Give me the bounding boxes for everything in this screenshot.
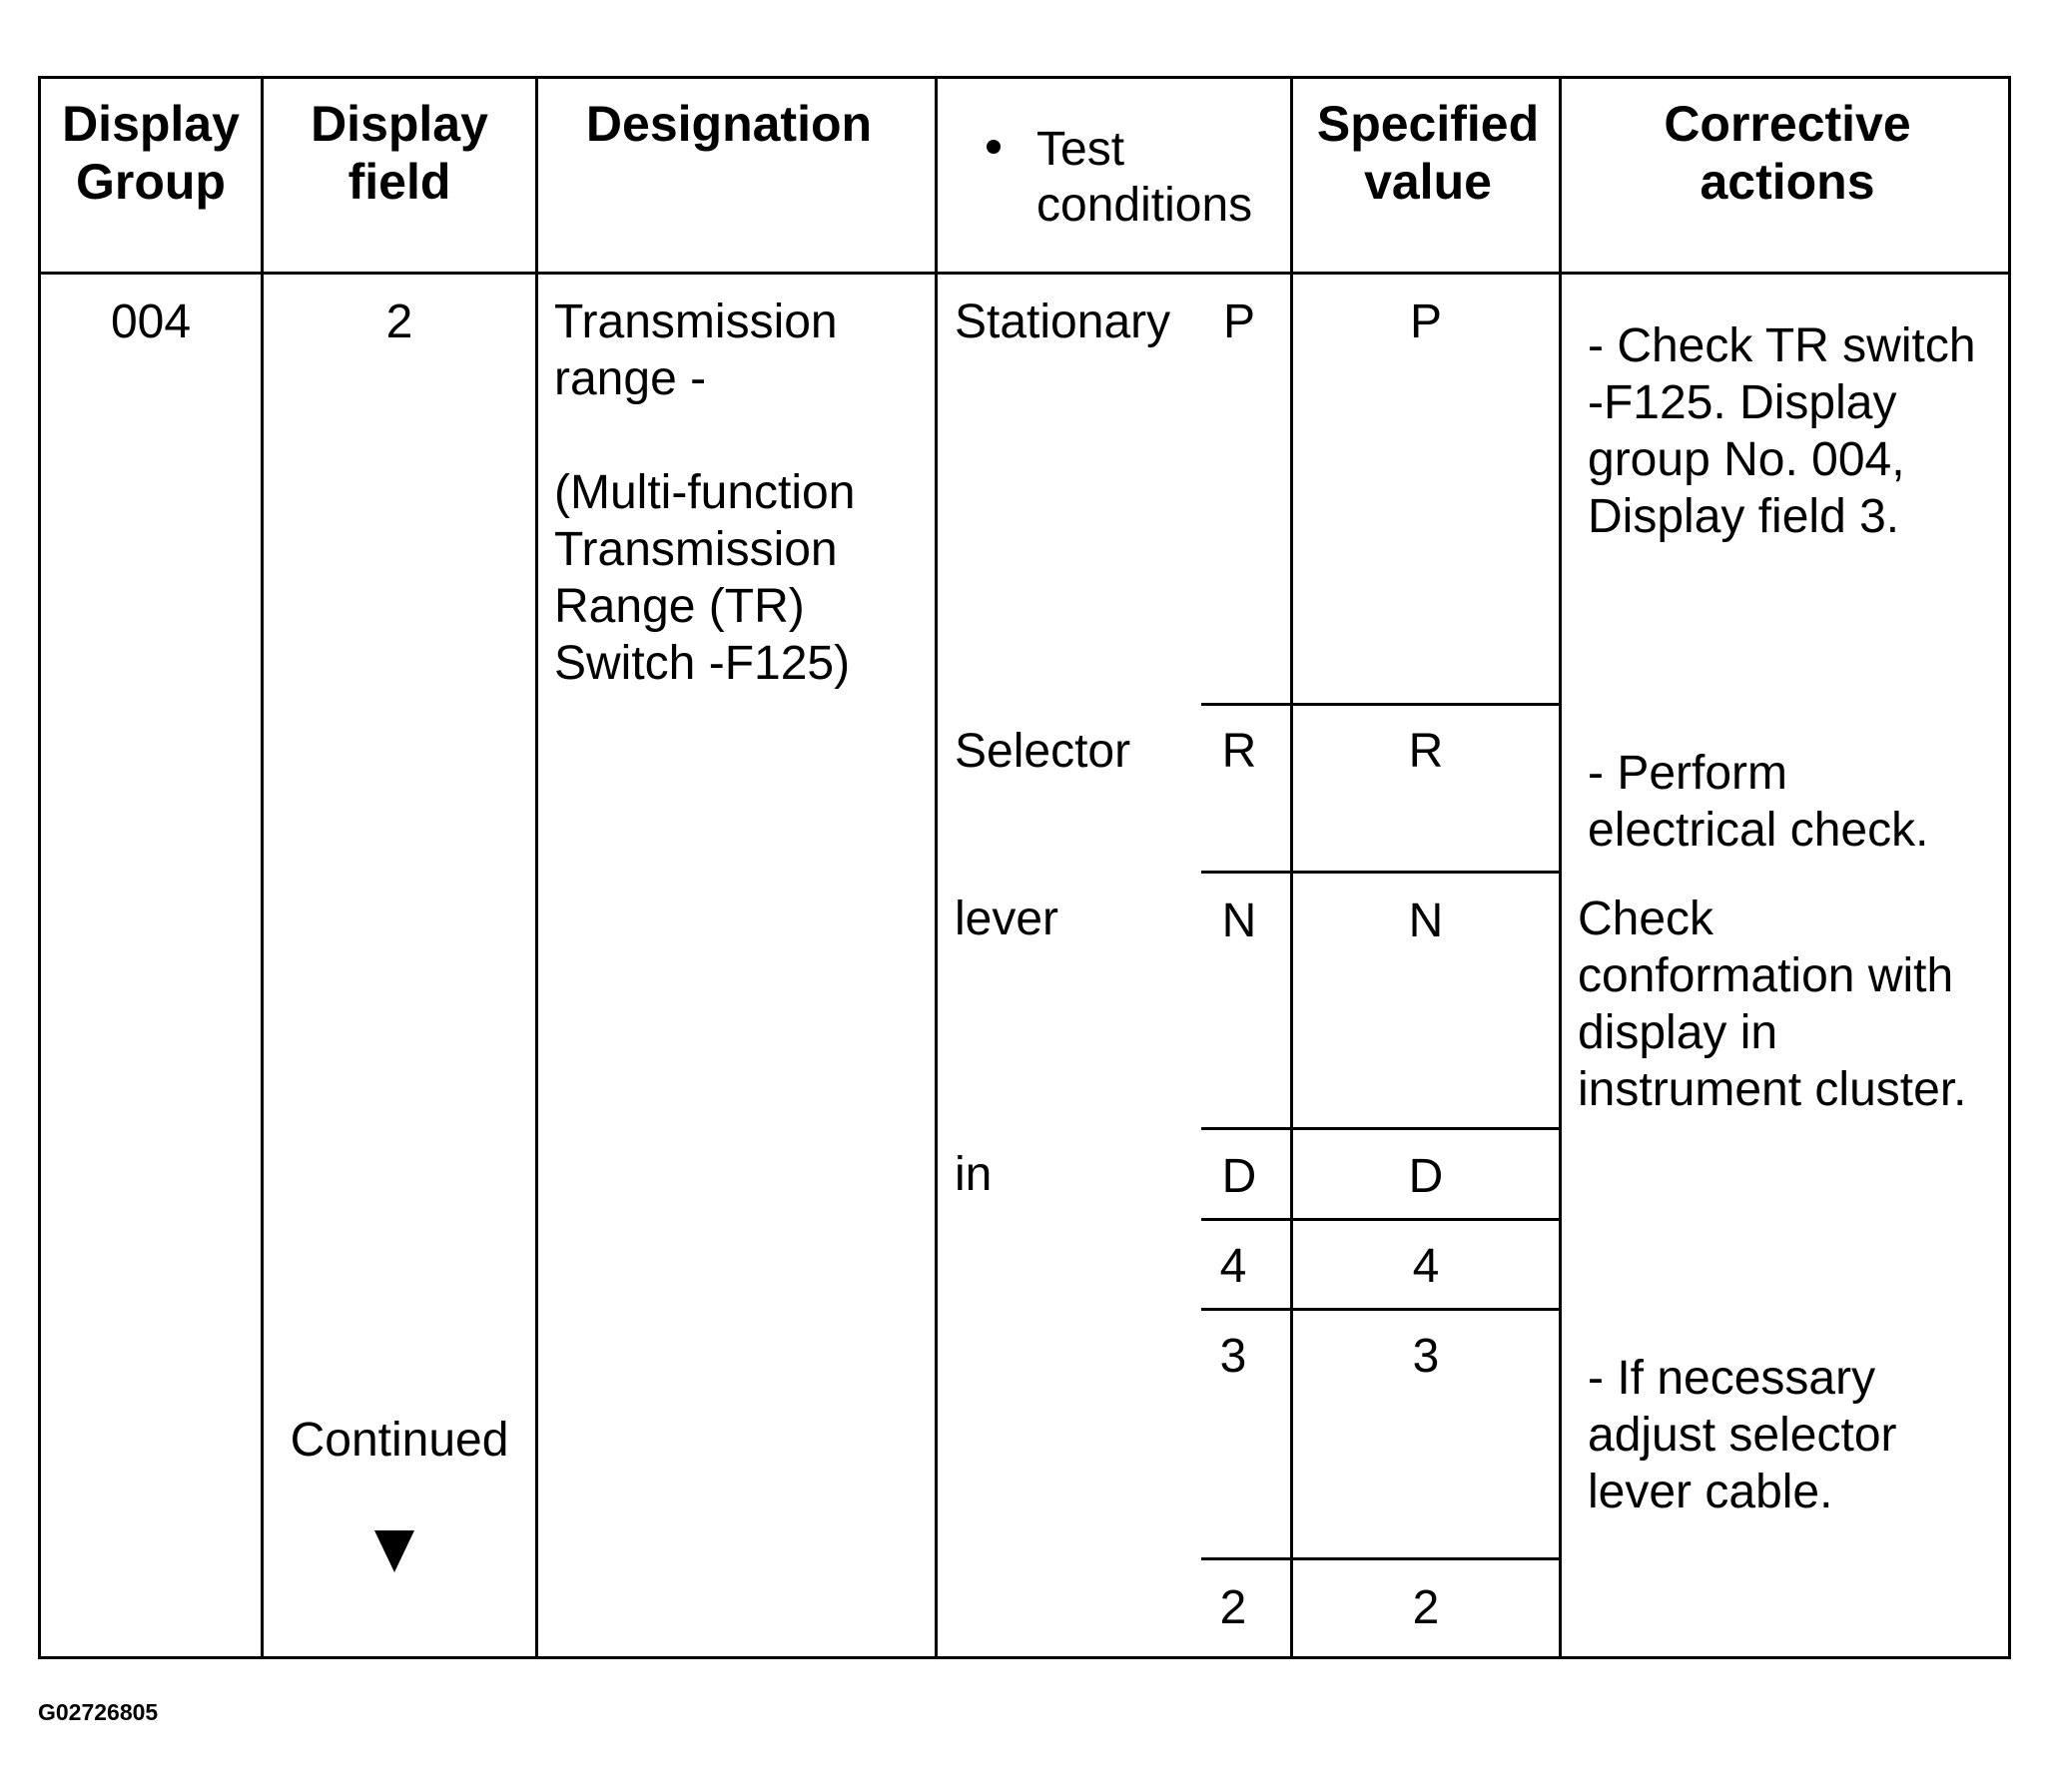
continued-label: Continued (290, 1414, 509, 1467)
header-line: Display (62, 96, 240, 152)
corrective-line: conformation with (1578, 949, 1954, 1002)
corrective-line: adjust selector (1588, 1409, 1897, 1462)
column-divider (935, 76, 938, 1659)
specified-value: R (1408, 725, 1444, 778)
specified-value: 2 (1412, 1581, 1440, 1634)
designation-line: (Multi-function (554, 466, 856, 519)
selector-position: D (1221, 1150, 1257, 1203)
corrective-line: Display field 3. (1588, 490, 1900, 543)
bullet-icon (987, 140, 1001, 154)
column-divider (535, 76, 538, 1659)
designation-line: range - (554, 352, 707, 405)
specified-value: 4 (1412, 1240, 1440, 1293)
position-row-divider (1201, 1557, 1559, 1560)
header-line: Specified (1316, 96, 1540, 152)
header-line: value (1364, 154, 1492, 210)
header-corrective-actions (1568, 95, 2007, 211)
header-line: Corrective (1664, 96, 1911, 152)
header-divider (38, 272, 2011, 275)
selector-position: 3 (1219, 1330, 1247, 1383)
header-line: conditions (1036, 179, 1253, 232)
corrective-line: - Check TR switch (1588, 319, 1976, 372)
condition-word: Selector (955, 725, 1131, 778)
corrective-line: - Perform (1588, 747, 1788, 800)
down-arrow-icon (374, 1530, 414, 1572)
header-line: Group (76, 154, 226, 210)
selector-position: N (1221, 895, 1257, 947)
corrective-action (1588, 745, 1928, 859)
display-field-value: 2 (385, 296, 413, 348)
corrective-line: instrument cluster. (1578, 1063, 1967, 1116)
designation-line: Transmission (554, 296, 838, 348)
designation-line: Transmission (554, 523, 838, 576)
condition-word: lever (955, 893, 1059, 945)
figure-id: G02726805 (38, 1699, 159, 1725)
header-line: actions (1700, 154, 1875, 210)
corrective-line: group No. 004, (1588, 433, 1905, 486)
header-line: Test (1036, 123, 1125, 176)
corrective-line: display in (1578, 1006, 1778, 1059)
corrective-line: Check (1578, 893, 1714, 945)
designation-line: Range (TR) (554, 580, 805, 633)
header-line: Designation (585, 96, 873, 152)
display-group-value: 004 (110, 296, 192, 348)
selector-position: 2 (1219, 1581, 1247, 1634)
column-divider (1559, 76, 1562, 1659)
corrective-line: - If necessary (1588, 1352, 1876, 1405)
position-row-divider (1201, 871, 1559, 874)
condition-word: Stationary (955, 296, 1171, 348)
corrective-action (1578, 891, 1966, 1118)
corrective-line: lever cable. (1588, 1466, 1833, 1518)
header-line: field (347, 154, 451, 210)
position-row-divider (1201, 1308, 1559, 1311)
designation-line: Switch -F125) (554, 637, 851, 690)
specified-value: P (1409, 296, 1442, 348)
header-designation (554, 95, 904, 153)
header-display-group (48, 95, 254, 211)
header-line: Display (311, 96, 488, 152)
designation-text (554, 294, 855, 692)
selector-position: P (1222, 296, 1255, 348)
selector-position: 4 (1219, 1240, 1247, 1293)
specified-value: D (1408, 1150, 1444, 1203)
position-row-divider (1201, 703, 1559, 706)
position-row-divider (1201, 1127, 1559, 1130)
corrective-action (1588, 1350, 1897, 1520)
specified-value: N (1408, 895, 1444, 947)
corrective-line: -F125. Display (1588, 376, 1897, 429)
position-row-divider (1201, 1218, 1559, 1221)
selector-position: R (1221, 725, 1257, 778)
corrective-action (1588, 317, 1976, 545)
header-display-field (280, 95, 519, 211)
condition-word: in (955, 1148, 993, 1201)
corrective-line: electrical check. (1588, 804, 1929, 857)
header-specified-value (1298, 95, 1558, 211)
specified-value: 3 (1412, 1330, 1440, 1383)
header-test-conditions (1036, 122, 1252, 234)
